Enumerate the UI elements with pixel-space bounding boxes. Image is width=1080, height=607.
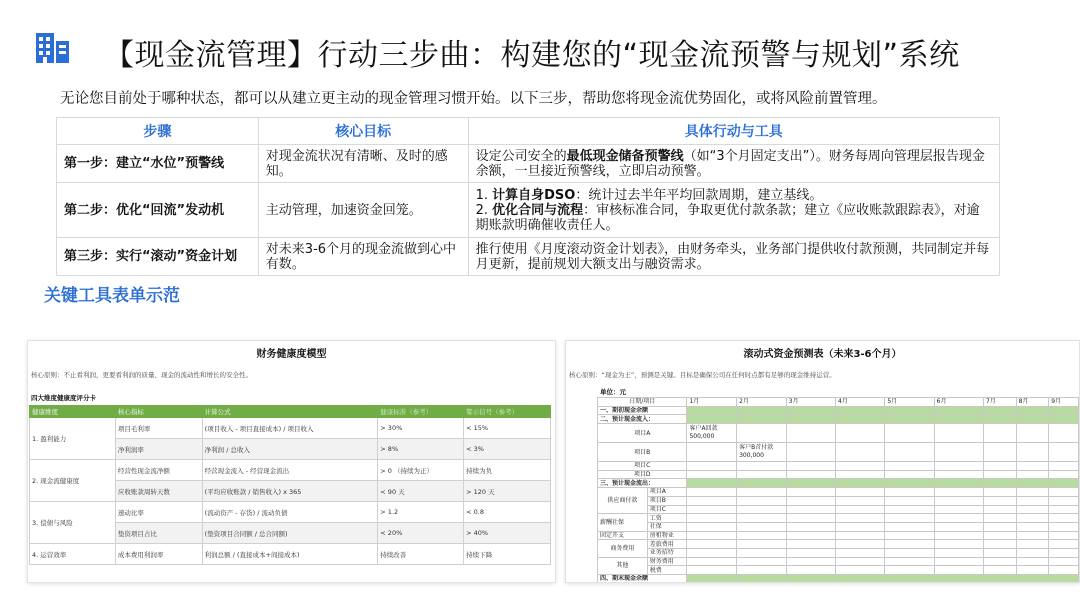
metric-cell: 项目毛利率 [115,418,202,439]
table-row [30,460,551,481]
table-row: 商务费用 差旅费用 [598,540,1079,549]
month-2: 2月 [737,398,787,407]
table-row [30,544,551,565]
table-row: 项目C [598,505,1079,514]
month-4: 4月 [836,398,885,407]
warning-cell: < 3% [464,439,551,460]
formula-cell: 利润总额 / (直接成本+间接成本) [202,544,378,565]
step-1-name: 第一步：建立“水位”预警线 [57,145,259,183]
metric-cell: 垫资项目占比 [115,523,202,544]
warning-cell: 持续下降 [464,544,551,565]
table-row: 其他 财务费用 [598,557,1079,566]
step-3-goal: 对未来3-6个月的现金流做到心中有数。 [258,238,468,276]
col-healthy: 健康标准（参考） [378,406,464,418]
step-row-1 [57,145,1000,183]
project-b-value: 客户B首付款 300,000 [737,443,787,462]
formula-cell: (项目收入 - 项目直接成本) / 项目收入 [202,418,378,439]
step-row-3 [57,238,1000,276]
formula-cell: (平均应收账款 / 销售收入) x 365 [202,481,378,502]
header-action: 具体行动与工具 [468,118,999,145]
table-row: 固定开支 房租物业 [598,531,1079,540]
header-step: 步骤 [57,118,259,145]
warning-cell: 持续为负 [464,460,551,481]
healthy-cell: 持续改善 [378,544,464,565]
col-formula: 计算公式 [202,406,378,418]
table-row: 项目C [598,462,1079,471]
building-icon [34,31,72,65]
metric-cell: 成本费用利润率 [115,544,202,565]
healthy-cell: < 20% [378,523,464,544]
col-metric: 核心指标 [115,406,202,418]
dimension-cell: 2. 现金流健康度 [30,460,116,502]
step-2-name: 第二步：优化“回流”发动机 [57,183,259,238]
forecast-unit: 单位：元 [600,388,626,396]
month-9: 9月 [1049,398,1079,407]
warning-cell: > 120 天 [464,481,551,502]
col-warning: 警示信号（参考） [464,406,551,418]
health-scorecard-table [29,405,551,565]
steps-header-row [57,118,1000,145]
table-row: 项目B [598,496,1079,505]
step-2-action: 1. 计算自身DSO：统计过去半年平均回款周期，建立基线。 2. 优化合同与流程：审核标准合同，争取更优付款条款；建立《应收账款跟踪表》，对逾期账款明确催收责任人。 [468,183,999,238]
step-3-name: 第三步：实行“滚动”资金计划 [57,238,259,276]
healthy-cell: > 8% [378,439,464,460]
step-3-action: 推行使用《月度滚动资金计划表》，由财务牵头，业务部门提供收付款预测，共同制定并每月更新，提前规划大额支出与融资需求。 [468,238,999,276]
scorecard-title: 四大维度健康度评分卡 [31,394,96,402]
healthy-cell: > 0 （持续为正） [378,460,464,481]
table-row [30,502,551,523]
formula-cell: 经营现金流入 - 经营现金流出 [202,460,378,481]
month-8: 8月 [1016,398,1049,407]
steps-table [56,117,1000,276]
date-item-header: 日期/项目 [598,398,687,407]
table-row: 项目B 客户B首付款 300,000 [598,443,1079,462]
opening-balance-row: 一、期初现金余额 [598,406,1079,415]
step-2-goal: 主动管理，加速资金回笼。 [258,183,468,238]
metric-cell: 经营性现金流净额 [115,460,202,481]
table-row [30,418,551,439]
formula-cell: (垫资项目合同额 / 总合同额) [202,523,378,544]
inflow-row: 二、预计现金流入： [598,415,1079,424]
step-1-action: 设定公司安全的最低现金储备预警线（如“3个月固定支出”）。财务每周向管理层报告现金余额，一旦接近预警线，立即启动预警。 [468,145,999,183]
project-a-value: 客户A回款 500,000 [687,424,737,443]
healthy-cell: < 90 天 [378,481,464,502]
forecast-table [597,397,1079,583]
table-row: 项目D [598,470,1079,479]
table-row: 项目A 客户A回款 500,000 [598,424,1079,443]
metric-cell: 应收账款周转天数 [115,481,202,502]
health-model-panel [27,340,556,583]
table-row: 社保 [598,522,1079,531]
formula-cell: (流动资产 - 存货) / 流动负债 [202,502,378,523]
forecast-panel [565,340,1080,583]
warning-cell: > 40% [464,523,551,544]
health-model-title: 财务健康度模型 [256,349,327,360]
tools-heading: 关键工具表单示范 [44,286,180,306]
month-3: 3月 [786,398,835,407]
forecast-header-row [598,398,1079,407]
closing-balance-row: 四、期末现金余额 [598,575,1079,584]
month-6: 6月 [934,398,983,407]
healthy-cell: > 1.2 [378,502,464,523]
dimension-cell: 3. 偿债与风险 [30,502,116,544]
step-row-2 [57,183,1000,238]
month-7: 7月 [983,398,1016,407]
dimension-cell: 4. 运营效率 [30,544,116,565]
table-row: 薪酬社保 工资 [598,514,1079,523]
dimension-cell: 1. 盈利能力 [30,418,116,460]
intro-text: 无论您目前处于哪种状态，都可以从建立更主动的现金管理习惯开始。以下三步，帮助您将现金流优势固化，或将风险前置管理。 [60,91,887,107]
metric-cell: 速动比率 [115,502,202,523]
forecast-principle: 核心原则：“现金为王”，预测是关键。目标是确保公司在任何时点都有足够的现金维持运营。 [569,371,836,379]
healthy-cell: > 30% [378,418,464,439]
table-row: 业务招待 [598,548,1079,557]
month-1: 1月 [687,398,737,407]
page-title: 【现金流管理】行动三步曲：构建您的“现金流预警与规划”系统 [104,38,960,73]
health-model-principle: 核心原则：不止看利润，更要看利润的质量、现金的流动性和增长的安全性。 [31,371,252,379]
formula-cell: 净利润 / 总收入 [202,439,378,460]
header-goal: 核心目标 [258,118,468,145]
outflow-row: 三、预计现金流出： [598,479,1079,488]
warning-cell: < 0.8 [464,502,551,523]
forecast-title: 滚动式资金预测表（未来3-6个月） [743,349,902,360]
month-5: 5月 [885,398,934,407]
table-row: 税费 [598,566,1079,575]
col-dimension: 健康维度 [30,406,116,418]
warning-cell: < 15% [464,418,551,439]
step-1-goal: 对现金流状况有清晰、及时的感知。 [258,145,468,183]
table-row: 供应商付款 项目A [598,488,1079,497]
metric-cell: 净利润率 [115,439,202,460]
